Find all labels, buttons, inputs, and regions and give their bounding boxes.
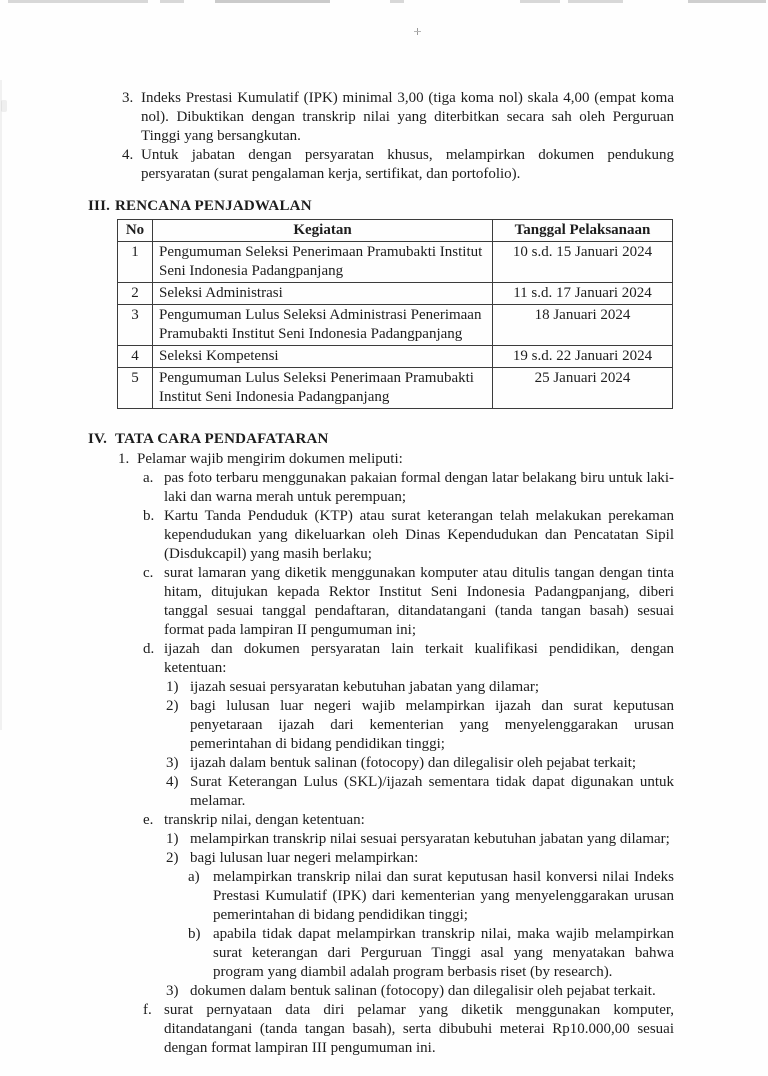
list-marker: c.: [143, 565, 154, 581]
scan-artifact: [390, 0, 404, 3]
list-item-1: [88, 450, 674, 469]
cell-tanggal: 19 s.d. 22 Januari 2024: [493, 346, 673, 368]
cell-kegiatan: Seleksi Kompetensi: [153, 346, 493, 368]
cell-tanggal: 10 s.d. 15 Januari 2024: [493, 242, 673, 283]
table-header-row: [118, 220, 673, 242]
list-marker: f.: [143, 1002, 152, 1018]
list-text: Indeks Prestasi Kumulatif (IPK) minimal 3,00 (tiga koma nol) skala 4,00 (empat koma nol). Dibuktikan dengan transkrip nilai yang diterbitkan secara sah oleh Perguruan Tinggi yang bersangkutan.: [141, 90, 674, 144]
list-marker: 1): [166, 831, 179, 847]
cell-kegiatan: Pengumuman Lulus Seleksi Administrasi Penerimaan Pramubakti Institut Seni Indonesia Padangpanjang: [153, 305, 493, 346]
list-item-b: [88, 507, 674, 564]
list-marker: 2): [166, 850, 179, 866]
list-text: bagi lulusan luar negeri melampirkan:: [190, 850, 419, 866]
list-marker: 2): [166, 698, 179, 714]
list-text: dokumen dalam bentuk salinan (fotocopy) dan dilegalisir oleh pejabat terkait.: [190, 983, 656, 999]
table-row: [118, 305, 673, 346]
col-header-tanggal: Tanggal Pelaksanaan: [493, 220, 673, 242]
list-marker: e.: [143, 812, 154, 828]
list-text: Untuk jabatan dengan persyaratan khusus, melampirkan dokumen pendukung persyaratan (surat pengalaman kerja, sertifikat, dan portofolio).: [141, 147, 674, 182]
list-item-d: [88, 640, 674, 678]
scan-artifact: [215, 0, 330, 3]
col-header-kegiatan: Kegiatan: [153, 220, 493, 242]
schedule-table: [117, 219, 673, 409]
list-marker: 1.: [118, 451, 130, 467]
scan-artifact: [568, 0, 623, 3]
list-text: ijazah sesuai persyaratan kebutuhan jabatan yang dilamar;: [190, 679, 540, 695]
section-heading-tata-cara: [88, 430, 674, 449]
cell-no: 3: [118, 305, 153, 346]
scan-artifact: [414, 31, 421, 32]
list-text: transkrip nilai, dengan ketentuan:: [164, 812, 365, 828]
section-heading-rencana-penjadwalan: [88, 197, 674, 216]
scan-artifact: [1, 100, 7, 112]
list-marker: 4): [166, 774, 179, 790]
list-item-e-2: [88, 849, 674, 868]
cell-kegiatan: Pengumuman Seleksi Penerimaan Pramubakti Institut Seni Indonesia Padangpanjang: [153, 242, 493, 283]
cell-no: 2: [118, 283, 153, 305]
list-text: ijazah dalam bentuk salinan (fotocopy) dan dilegalisir oleh pejabat terkait;: [190, 755, 637, 771]
list-marker: 3): [166, 983, 179, 999]
list-marker: 4.: [122, 147, 134, 163]
table-row: [118, 242, 673, 283]
cell-tanggal: 18 Januari 2024: [493, 305, 673, 346]
list-text: ijazah dan dokumen persyaratan lain terkait kualifikasi pendidikan, dengan ketentuan:: [164, 641, 674, 676]
list-item-e-1: [88, 830, 674, 849]
list-item-e: [88, 811, 674, 830]
list-item-f: [88, 1001, 674, 1058]
list-text: surat lamaran yang diketik menggunakan komputer atau ditulis tangan dengan tinta hitam, ditujukan kepada Rektor Institut Seni Indonesia Padangpanjang, diberi tanggal sesuai tanggal pendaftaran, ditandatangani (tanda tangan basah) sesuai format pada lampiran II pengumuman ini;: [164, 565, 674, 638]
cell-no: 1: [118, 242, 153, 283]
cell-no: 5: [118, 368, 153, 409]
list-marker: a): [188, 869, 200, 885]
list-item-a: [88, 469, 674, 507]
list-text: Pelamar wajib mengirim dokumen meliputi:: [137, 451, 403, 467]
list-text: bagi lulusan luar negeri wajib melampirkan ijazah dan surat keputusan penyetaraan ijazah dari kementerian yang menyelenggarakan urusan pemerintahan di bidang pendidikan tinggi;: [190, 698, 674, 752]
table-row: [118, 346, 673, 368]
list-text: Surat Keterangan Lulus (SKL)/ijazah sementara tidak dapat digunakan untuk melamar.: [190, 774, 674, 809]
list-text: melampirkan transkrip nilai dan surat keputusan hasil konversi nilai Indeks Prestasi Kumulatif (IPK) dari kementerian yang menyelenggarakan urusan pemerintahan di bidang pendidikan tinggi;: [213, 869, 674, 923]
col-header-no: No: [118, 220, 153, 242]
list-item-d-4: [88, 773, 674, 811]
scan-artifact: [688, 0, 766, 3]
list-text: apabila tidak dapat melampirkan transkrip nilai, maka wajib melampirkan surat keterangan dari Perguruan Tinggi asal yang menyatakan bahwa program yang diambil adalah program berbasis riset (by research).: [213, 926, 674, 980]
list-marker: a.: [143, 470, 154, 486]
scan-artifact: [417, 28, 418, 35]
cell-tanggal: 11 s.d. 17 Januari 2024: [493, 283, 673, 305]
scan-artifact: [160, 0, 184, 3]
list-marker: 3): [166, 755, 179, 771]
list-item-d-3: [88, 754, 674, 773]
section-number: IV.: [88, 431, 108, 447]
list-item-3: [88, 89, 674, 146]
cell-kegiatan: Seleksi Administrasi: [153, 283, 493, 305]
table-row: [118, 283, 673, 305]
list-item-4: [88, 146, 674, 184]
cell-kegiatan: Pengumuman Lulus Seleksi Penerimaan Pramubakti Institut Seni Indonesia Padangpanjang: [153, 368, 493, 409]
list-item-e-3: [88, 982, 674, 1001]
list-text: pas foto terbaru menggunakan pakaian formal dengan latar belakang biru untuk laki-laki dan warna merah untuk perempuan;: [164, 470, 674, 505]
list-marker: b): [188, 926, 201, 942]
section-title: TATA CARA PENDAFATARAN: [115, 431, 329, 447]
list-item-d-2: [88, 697, 674, 754]
document-content: [88, 89, 674, 1058]
table-row: [118, 368, 673, 409]
list-item-c: [88, 564, 674, 640]
list-marker: 3.: [122, 90, 134, 106]
scan-artifact: [8, 0, 148, 3]
list-marker: d.: [143, 641, 155, 657]
section-title: RENCANA PENJADWALAN: [115, 198, 312, 214]
list-text: Kartu Tanda Penduduk (KTP) atau surat keterangan telah melakukan perekaman kependudukan yang dikeluarkan oleh Dinas Kependudukan dan Pencatatan Sipil (Disdukcapil) yang masih berlaku;: [164, 508, 674, 562]
list-text: melampirkan transkrip nilai sesuai persyaratan kebutuhan jabatan yang dilamar;: [190, 831, 670, 847]
scan-artifact: [520, 0, 560, 3]
list-item-e-2-a: [88, 868, 674, 925]
list-text: surat pernyataan data diri pelamar yang diketik menggunakan komputer, ditandatangani (tanda tangan basah), serta dibubuhi meterai Rp10.000,00 sesuai dengan format lampiran III pengumuman ini.: [164, 1002, 674, 1056]
section-number: III.: [88, 198, 111, 214]
list-marker: b.: [143, 508, 155, 524]
list-item-e-2-b: [88, 925, 674, 982]
scan-artifact: [0, 80, 2, 730]
list-item-d-1: [88, 678, 674, 697]
cell-no: 4: [118, 346, 153, 368]
cell-tanggal: 25 Januari 2024: [493, 368, 673, 409]
list-marker: 1): [166, 679, 179, 695]
